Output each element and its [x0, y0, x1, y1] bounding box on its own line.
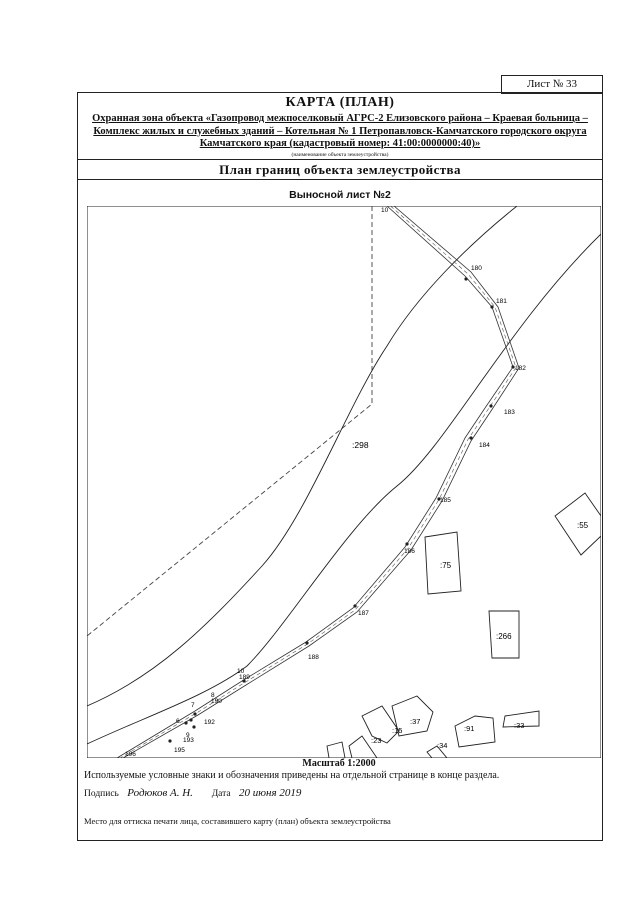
- divider: [78, 179, 602, 180]
- parcel-label: :298: [352, 440, 369, 450]
- point-label: 192: [204, 719, 215, 726]
- sheet-number: Лист № 33: [501, 75, 603, 94]
- point-label: 181: [496, 298, 507, 305]
- object-description: Охранная зона объекта «Газопровод межпоселковый АГРС-2 Елизовского района – Краевая больница – Комплекс жилых и служебных зданий – Котельная № 1 Петропавловск-Камчатского городского округа Камчатского края (кадастровый номер: 41:00:0000000:40)»: [92, 113, 588, 149]
- point-label: 184: [479, 442, 490, 449]
- date-value: 20 июня 2019: [239, 787, 302, 799]
- stamp-place-note: Место для оттиска печати лица, составившего карту (план) объекта землеустройства: [84, 816, 391, 826]
- legend-note: Используемые условные знаки и обозначения приведены на отдельной странице в конце раздела.: [84, 770, 500, 781]
- parcel-label: :23: [371, 736, 382, 745]
- point-label: 6: [176, 718, 180, 725]
- object-caption: (наименование объекта землеустройства): [291, 152, 389, 158]
- dashed-boundary: [87, 206, 372, 636]
- pipeline-line-b: [123, 206, 519, 758]
- parcel-label: :266: [496, 632, 512, 641]
- point-label: 189: [239, 674, 250, 681]
- map-scale: Масштаб 1:2000: [302, 758, 376, 769]
- point-label: 193: [183, 737, 194, 744]
- point-label: 188: [308, 654, 319, 661]
- map-canvas: [87, 206, 601, 758]
- point-markers: [168, 277, 514, 742]
- divider: [78, 159, 602, 160]
- sheet-subtitle: Выносной лист №2: [289, 189, 391, 201]
- building-small: [327, 742, 345, 758]
- point-label: 10: [237, 668, 245, 675]
- parcel-label: :37: [410, 717, 421, 726]
- signature-label: Подпись: [84, 789, 119, 799]
- point-label: 9: [186, 732, 190, 739]
- parcel-label: :75: [440, 561, 452, 570]
- parcel-label: :15: [392, 726, 403, 735]
- point-label: 190: [211, 698, 222, 705]
- point-label: 187: [358, 610, 369, 617]
- plan-title: План границ объекта землеустройства: [219, 162, 461, 177]
- signature-name: Родюков А. Н.: [127, 787, 193, 799]
- map-border: [87, 206, 601, 758]
- point-label: 195: [174, 747, 185, 754]
- building-91: [455, 716, 495, 747]
- band-line-upper: [87, 206, 517, 706]
- point-label: 10: [381, 207, 389, 214]
- point-label: 7: [191, 702, 195, 709]
- parcel-label: :34: [437, 741, 448, 750]
- point-label: 183: [504, 409, 515, 416]
- date-label: Дата: [211, 789, 231, 799]
- parcel-label: :91: [464, 724, 475, 733]
- parcel-label: :55: [577, 521, 589, 530]
- point-label: 180: [471, 265, 482, 272]
- point-label: 8: [211, 692, 215, 699]
- parcel-label: :33: [514, 721, 525, 730]
- pipeline-axis: [120, 206, 516, 758]
- point-label: 182: [515, 365, 526, 372]
- map-title: КАРТА (ПЛАН): [285, 95, 395, 110]
- point-labels: [125, 207, 526, 758]
- signature-line: [84, 787, 301, 799]
- point-label: 196: [125, 751, 136, 758]
- band-line-lower: [87, 234, 601, 744]
- point-label: 185: [440, 497, 451, 504]
- point-label: 186: [404, 548, 415, 555]
